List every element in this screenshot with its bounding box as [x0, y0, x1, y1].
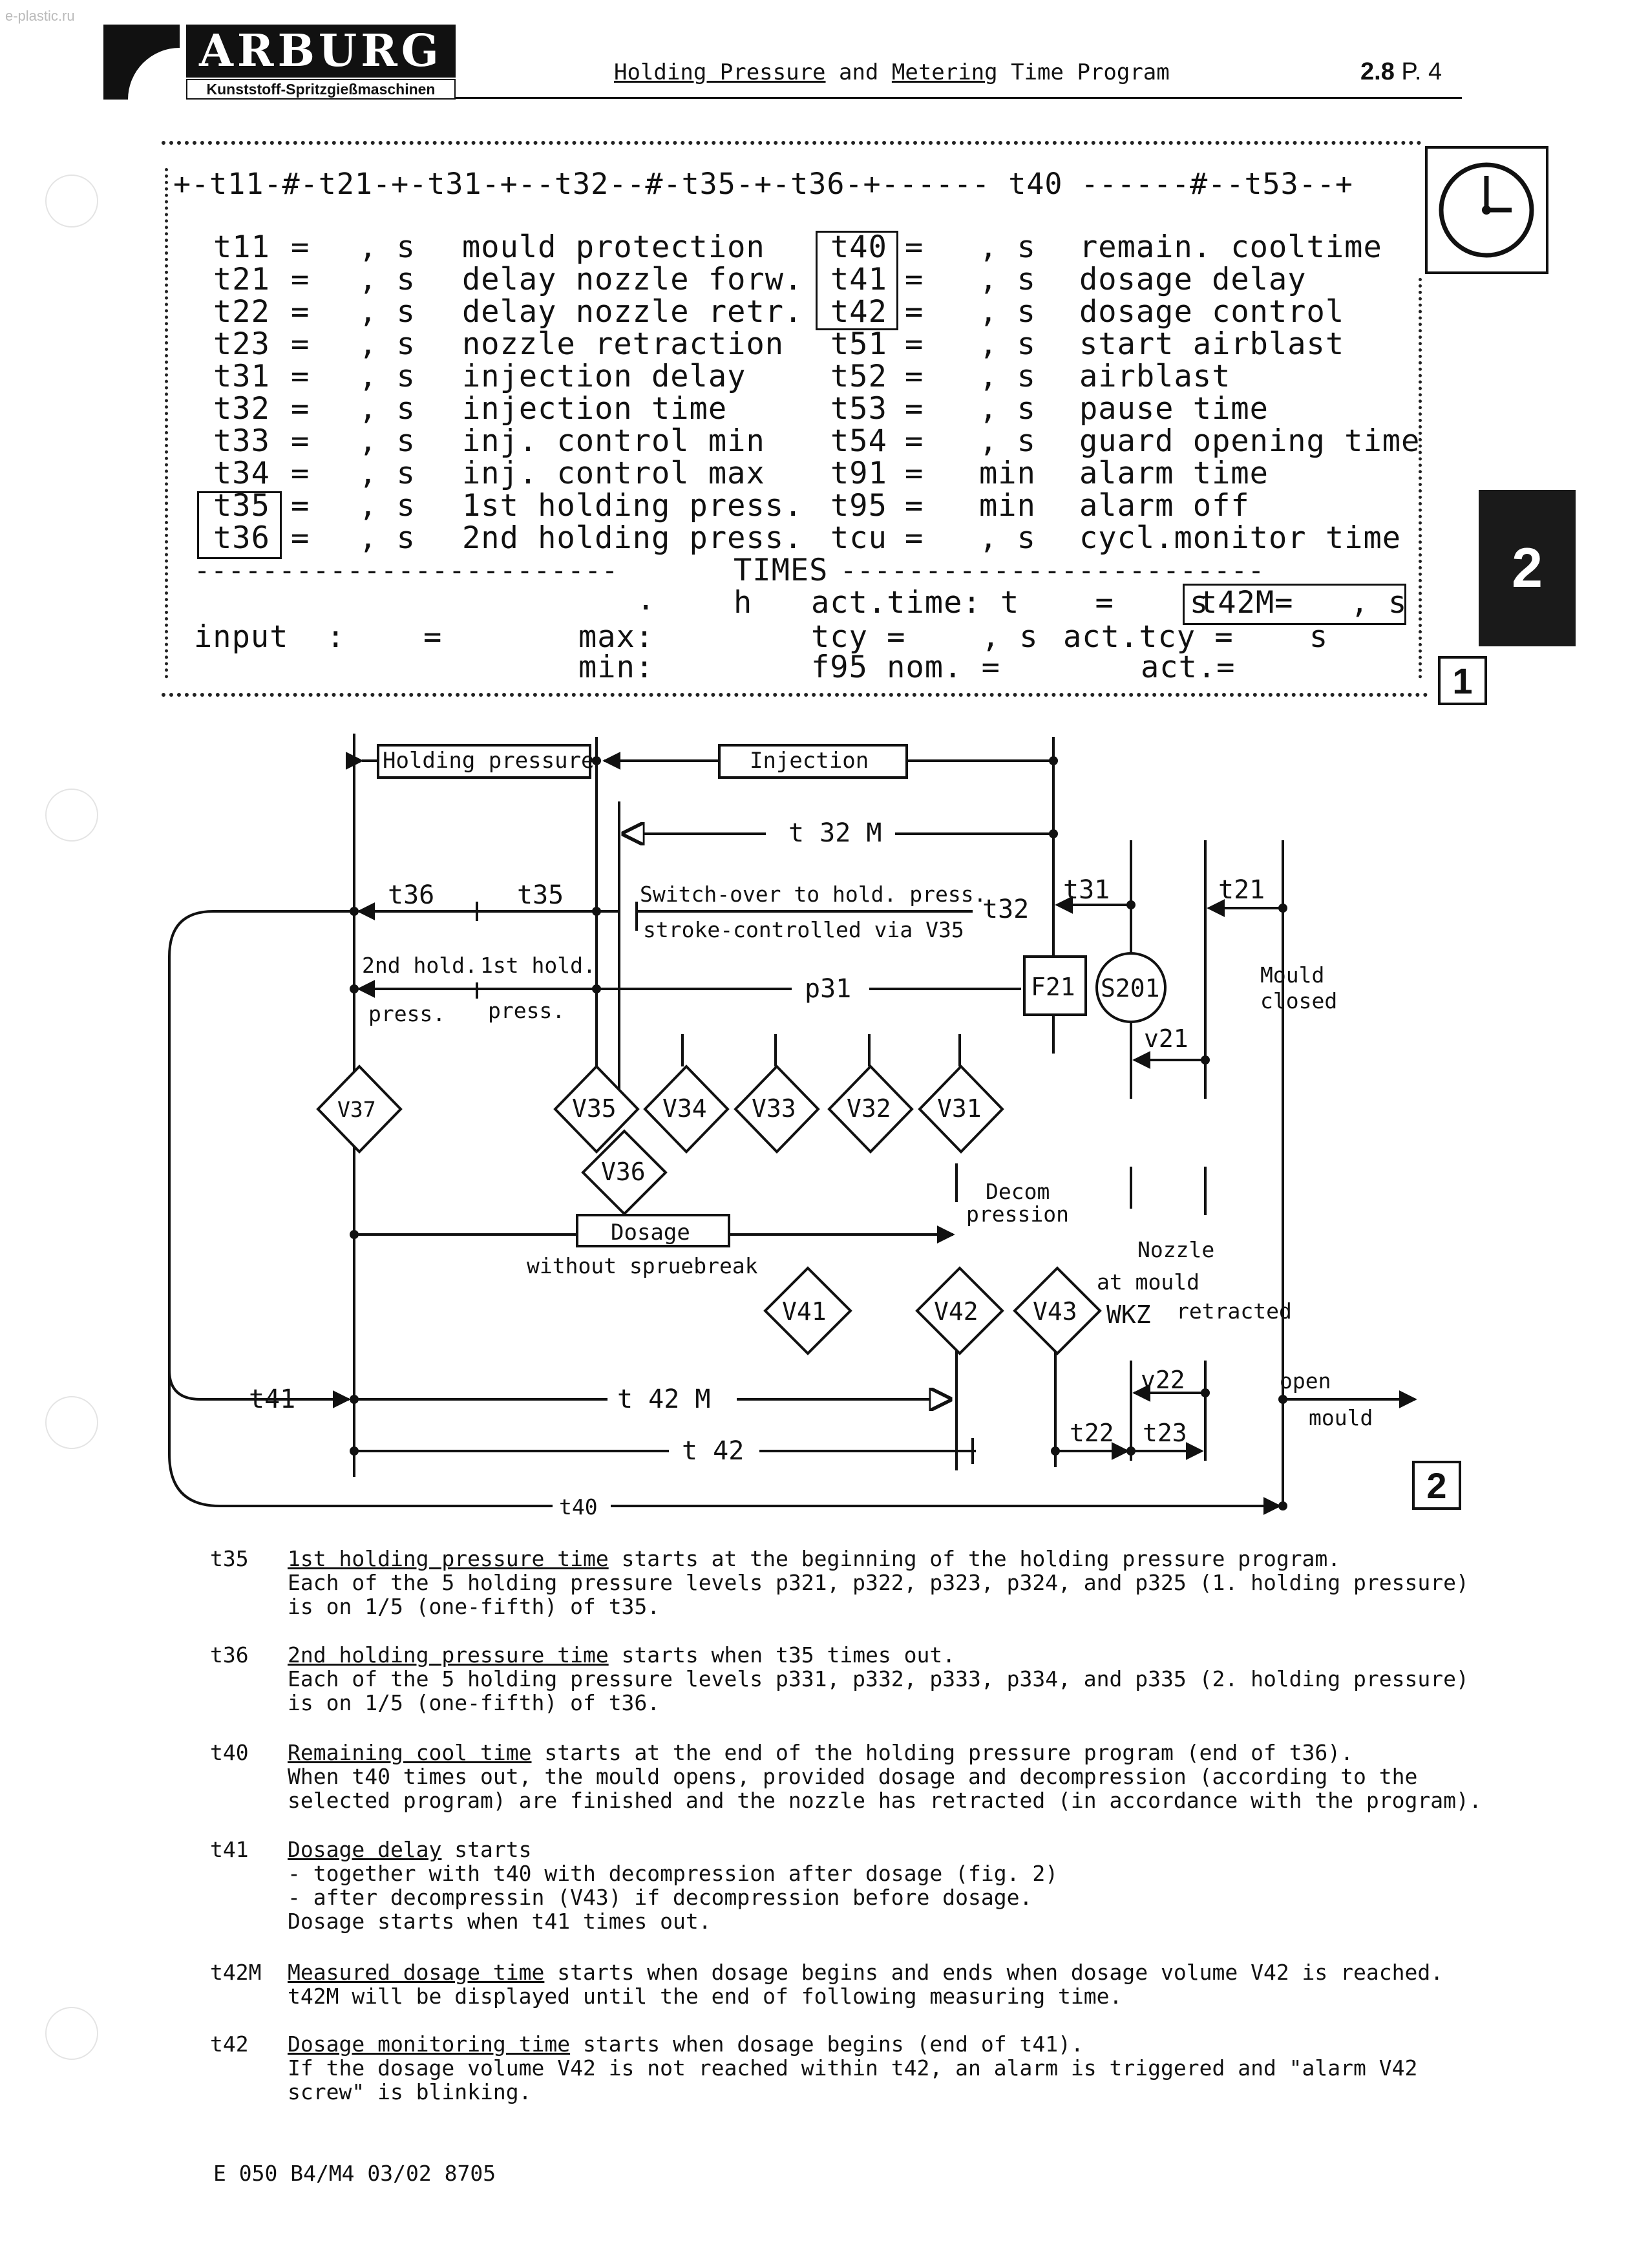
- param-name: t53: [830, 391, 887, 427]
- param-description: alarm off: [1079, 488, 1250, 524]
- description-heading: 1st holding pressure time: [288, 1546, 609, 1571]
- arburg-logo: [103, 25, 456, 100]
- param-name: t91: [830, 456, 887, 491]
- actual-time-field: act.time: t = s: [811, 585, 1209, 620]
- param-description: cycl.monitor time: [1079, 520, 1402, 556]
- param-equals: =: [291, 423, 310, 459]
- param-equals: =: [905, 423, 924, 459]
- param-unit: , s: [359, 262, 416, 297]
- param-equals: =: [291, 488, 310, 524]
- label-s201: S201: [1101, 974, 1160, 1002]
- param-name: t35: [213, 488, 270, 524]
- param-unit: , s: [979, 326, 1036, 362]
- description-line: [288, 1960, 1443, 1985]
- f95-nominal-field: f95 nom. =: [811, 650, 1000, 685]
- param-equals: =: [905, 262, 924, 297]
- param-equals: =: [905, 229, 924, 265]
- param-name: t23: [213, 326, 270, 362]
- header-rule: [456, 97, 1462, 99]
- screen-frame-right: [1419, 278, 1422, 679]
- title-word: and: [825, 59, 892, 85]
- param-equals: =: [291, 456, 310, 491]
- param-description: start airblast: [1079, 326, 1345, 362]
- cycle-time-field: tcy = , s: [811, 619, 1039, 655]
- t42m-field: t42M= , s: [1199, 585, 1408, 620]
- label-v36: V36: [601, 1158, 646, 1186]
- label-open-1: open: [1280, 1368, 1331, 1394]
- description-line: - together with t40 with decompression after dosage (fig. 2): [288, 1861, 1059, 1886]
- param-equals: =: [905, 456, 924, 491]
- label-t23: t23: [1143, 1419, 1187, 1447]
- document-code: E 050 B4/M4 03/02 8705: [213, 2161, 496, 2186]
- label-v21: v21: [1144, 1024, 1188, 1053]
- param-unit: , s: [359, 391, 416, 427]
- punch-hole: [45, 2007, 98, 2060]
- param-equals: =: [291, 262, 310, 297]
- label-t32: t32: [982, 895, 1030, 924]
- param-unit: , s: [979, 294, 1036, 330]
- param-description: injection time: [462, 391, 728, 427]
- clock-icon: [1428, 149, 1546, 271]
- label-nozzle-1: Nozzle: [1137, 1237, 1215, 1262]
- param-name: t22: [213, 294, 270, 330]
- description-line: selected program) are finished and the nozzle has retracted (in accordance with the program).: [288, 1788, 1482, 1813]
- param-description: airblast: [1079, 359, 1231, 394]
- brand-name: ARBURG: [186, 25, 456, 78]
- description-line: Each of the 5 holding pressure levels p331, p332, p333, p334, and p335 (2. holding pressure): [288, 1666, 1469, 1691]
- label-v32: V32: [847, 1094, 891, 1123]
- highlight-box-t35-t36: [197, 491, 282, 559]
- description-line: screw" is blinking.: [288, 2079, 532, 2104]
- description-line: [288, 1837, 532, 1862]
- description-text: starts when dosage begins (end of t41).: [570, 2031, 1084, 2057]
- label-v43: V43: [1033, 1297, 1077, 1326]
- param-name: tcu: [830, 520, 887, 556]
- description-line: When t40 times out, the mould opens, provided dosage and decompression (according to the: [288, 1764, 1418, 1789]
- label-t36: t36: [388, 880, 435, 910]
- timing-diagram: [0, 711, 1648, 1532]
- description-line: Dosage starts when t41 times out.: [288, 1909, 712, 1934]
- label-injection: Injection: [750, 748, 869, 774]
- param-unit: , s: [359, 488, 416, 524]
- label-retracted: retracted: [1176, 1298, 1292, 1324]
- label-v42: V42: [934, 1297, 978, 1326]
- param-unit: min: [979, 456, 1036, 491]
- param-description: nozzle retraction: [462, 326, 785, 362]
- label-nozzle-2: at mould: [1097, 1269, 1199, 1295]
- param-name: t32: [213, 391, 270, 427]
- timeline-bar: +-t11-#-t21-+-t31-+--t32--#-t35-+-t36-+------ t40 ------#--t53--+: [173, 167, 1353, 201]
- param-description: remain. cooltime: [1079, 229, 1382, 265]
- max-label: max:: [578, 619, 655, 655]
- actual-value-field: act.=: [1141, 650, 1236, 685]
- param-unit: , s: [359, 359, 416, 394]
- title-word: Holding Pressure: [614, 59, 826, 85]
- label-v31: V31: [937, 1094, 982, 1123]
- screen-frame-left: [165, 168, 168, 679]
- param-description: mould protection: [462, 229, 765, 265]
- param-unit: , s: [979, 229, 1036, 265]
- label-t35: t35: [517, 880, 564, 910]
- param-name: t31: [213, 359, 270, 394]
- param-description: inj. control max: [462, 456, 765, 491]
- section-tab: 2: [1479, 490, 1576, 646]
- label-without-spruebreak: without spruebreak: [527, 1253, 758, 1278]
- description-text: starts at the beginning of the holding pressure program.: [608, 1546, 1341, 1571]
- param-equals: =: [905, 488, 924, 524]
- label-v41: V41: [782, 1297, 827, 1326]
- label-decompression-2: pression: [966, 1202, 1069, 1227]
- param-description: delay nozzle forw.: [462, 262, 803, 297]
- times-label: TIMES: [734, 553, 829, 588]
- param-description: delay nozzle retr.: [462, 294, 803, 330]
- label-t32m: t 32 M: [788, 818, 882, 848]
- param-description: dosage control: [1079, 294, 1345, 330]
- param-equals: =: [905, 359, 924, 394]
- description-text: starts at the end of the holding pressure program (end of t36).: [531, 1740, 1354, 1765]
- label-first-hold-1: 1st hold.: [480, 953, 596, 978]
- description-line: - after decompressin (V43) if decompression before dosage.: [288, 1885, 1033, 1910]
- hours-label: h: [734, 585, 753, 620]
- param-unit: , s: [359, 456, 416, 491]
- page-number: P. 4: [1401, 58, 1442, 85]
- label-second-hold-1: 2nd hold.: [362, 953, 478, 978]
- param-name: t11: [213, 229, 270, 265]
- param-name: t41: [830, 262, 887, 297]
- param-unit: min: [979, 488, 1036, 524]
- label-v22: v22: [1141, 1366, 1185, 1394]
- label-switchover-2: stroke-controlled via V35: [643, 917, 964, 942]
- description-heading: 2nd holding pressure time: [288, 1642, 609, 1668]
- param-unit: , s: [359, 520, 416, 556]
- input-equals: =: [423, 619, 443, 655]
- loop-branch-t41: [169, 1370, 236, 1399]
- param-name: t54: [830, 423, 887, 459]
- label-v34: V34: [662, 1094, 707, 1123]
- times-divider-right: -------------------------: [840, 555, 1265, 586]
- param-description: inj. control min: [462, 423, 765, 459]
- description-term: t42M: [210, 1960, 262, 1985]
- description-line: is on 1/5 (one-fifth) of t35.: [288, 1594, 660, 1619]
- param-name: t51: [830, 326, 887, 362]
- description-line: [288, 2031, 1084, 2057]
- description-line: If the dosage volume V42 is not reached within t42, an alarm is triggered and "alarm V42: [288, 2055, 1418, 2081]
- param-equals: =: [291, 229, 310, 265]
- clock-box: [1425, 146, 1548, 274]
- label-t31: t31: [1063, 875, 1110, 905]
- param-name: t42: [830, 294, 887, 330]
- param-equals: =: [291, 294, 310, 330]
- param-name: t95: [830, 488, 887, 524]
- label-dosage: Dosage: [611, 1220, 690, 1245]
- times-divider-left: -------------------------: [194, 555, 619, 586]
- param-equals: =: [291, 391, 310, 427]
- param-unit: , s: [359, 423, 416, 459]
- description-line: t42M will be displayed until the end of following measuring time.: [288, 1984, 1123, 2009]
- label-mould-closed-1: Mould: [1260, 962, 1325, 988]
- title-word: Metering: [891, 59, 998, 85]
- description-term: t41: [210, 1837, 249, 1862]
- description-text: starts when t35 times out.: [608, 1642, 956, 1668]
- param-unit: , s: [979, 391, 1036, 427]
- title-word: Time Program: [997, 59, 1170, 85]
- param-equals: =: [291, 359, 310, 394]
- description-line: [288, 1546, 1340, 1571]
- logo-mark: [103, 25, 180, 100]
- param-unit: , s: [979, 520, 1036, 556]
- figure-number-1: 1: [1438, 656, 1487, 705]
- description-term: t42: [210, 2031, 249, 2057]
- param-description: dosage delay: [1079, 262, 1307, 297]
- description-heading: Dosage monitoring time: [288, 2031, 571, 2057]
- param-name: t52: [830, 359, 887, 394]
- param-name: t33: [213, 423, 270, 459]
- label-decompression-1: Decom: [986, 1179, 1050, 1204]
- description-text: starts: [441, 1837, 532, 1862]
- description-line: [288, 1740, 1353, 1765]
- label-t21: t21: [1218, 875, 1265, 905]
- punch-hole: [45, 175, 98, 228]
- param-unit: , s: [979, 359, 1036, 394]
- min-label: min:: [578, 650, 655, 685]
- description-line: is on 1/5 (one-fifth) of t36.: [288, 1690, 660, 1715]
- param-unit: , s: [979, 262, 1036, 297]
- param-unit: , s: [979, 423, 1036, 459]
- param-description: 2nd holding press.: [462, 520, 803, 556]
- param-unit: , s: [359, 229, 416, 265]
- figure-number-2: 2: [1412, 1461, 1461, 1510]
- actual-cycle-time-field: act.tcy = s: [1063, 619, 1329, 655]
- description-line: [288, 1642, 955, 1668]
- description-text: starts when dosage begins and ends when dosage volume V42 is reached.: [544, 1960, 1444, 1985]
- input-label: input :: [194, 619, 346, 655]
- param-description: 1st holding press.: [462, 488, 803, 524]
- param-name: t34: [213, 456, 270, 491]
- brand-subtitle: Kunststoff-Spritzgießmaschinen: [186, 79, 456, 100]
- description-heading: Remaining cool time: [288, 1740, 532, 1765]
- param-name: t36: [213, 520, 270, 556]
- param-unit: , s: [359, 294, 416, 330]
- label-mould-closed-2: closed: [1260, 988, 1338, 1013]
- label-second-hold-2: press.: [368, 1001, 446, 1026]
- label-p31: p31: [805, 974, 852, 1004]
- description-line: Each of the 5 holding pressure levels p321, p322, p323, p324, and p325 (1. holding pressure): [288, 1570, 1469, 1595]
- param-unit: , s: [359, 326, 416, 362]
- dot-marker: .: [637, 582, 656, 617]
- label-open-2: mould: [1309, 1405, 1373, 1430]
- page-title: [614, 59, 1170, 85]
- label-switchover-1: Switch-over to hold. press.: [640, 882, 987, 907]
- param-equals: =: [905, 294, 924, 330]
- highlight-box-t40-t42: [816, 231, 898, 330]
- description-term: t35: [210, 1546, 249, 1571]
- label-v33: V33: [752, 1094, 796, 1123]
- description-term: t36: [210, 1642, 249, 1668]
- label-t42: t 42: [682, 1436, 745, 1466]
- param-name: t21: [213, 262, 270, 297]
- param-equals: =: [291, 520, 310, 556]
- screen-frame-top: [162, 141, 1422, 145]
- label-wkz: WKZ: [1106, 1300, 1151, 1329]
- label-t22: t22: [1070, 1419, 1114, 1447]
- param-description: injection delay: [462, 359, 746, 394]
- description-heading: Measured dosage time: [288, 1960, 545, 1985]
- param-description: pause time: [1079, 391, 1269, 427]
- param-description: guard opening time: [1079, 423, 1421, 459]
- param-equals: =: [905, 520, 924, 556]
- label-first-hold-2: press.: [488, 998, 565, 1023]
- param-description: alarm time: [1079, 456, 1269, 491]
- description-heading: Dosage delay: [288, 1837, 442, 1862]
- section-number: 2.8: [1360, 58, 1395, 85]
- screen-frame-bottom: [162, 693, 1428, 697]
- label-v37: V37: [337, 1097, 376, 1122]
- page-reference: [1360, 58, 1442, 86]
- label-f21: F21: [1031, 973, 1075, 1001]
- watermark: e-plastic.ru: [5, 8, 75, 24]
- label-t40: t40: [559, 1494, 598, 1520]
- label-v35: V35: [572, 1094, 617, 1123]
- description-term: t40: [210, 1740, 249, 1765]
- label-t42m: t 42 M: [617, 1384, 711, 1414]
- param-equals: =: [291, 326, 310, 362]
- param-equals: =: [905, 391, 924, 427]
- param-name: t40: [830, 229, 887, 265]
- label-t41: t41: [249, 1384, 296, 1414]
- param-equals: =: [905, 326, 924, 362]
- label-holding-pressure: Holding pressure: [383, 748, 595, 774]
